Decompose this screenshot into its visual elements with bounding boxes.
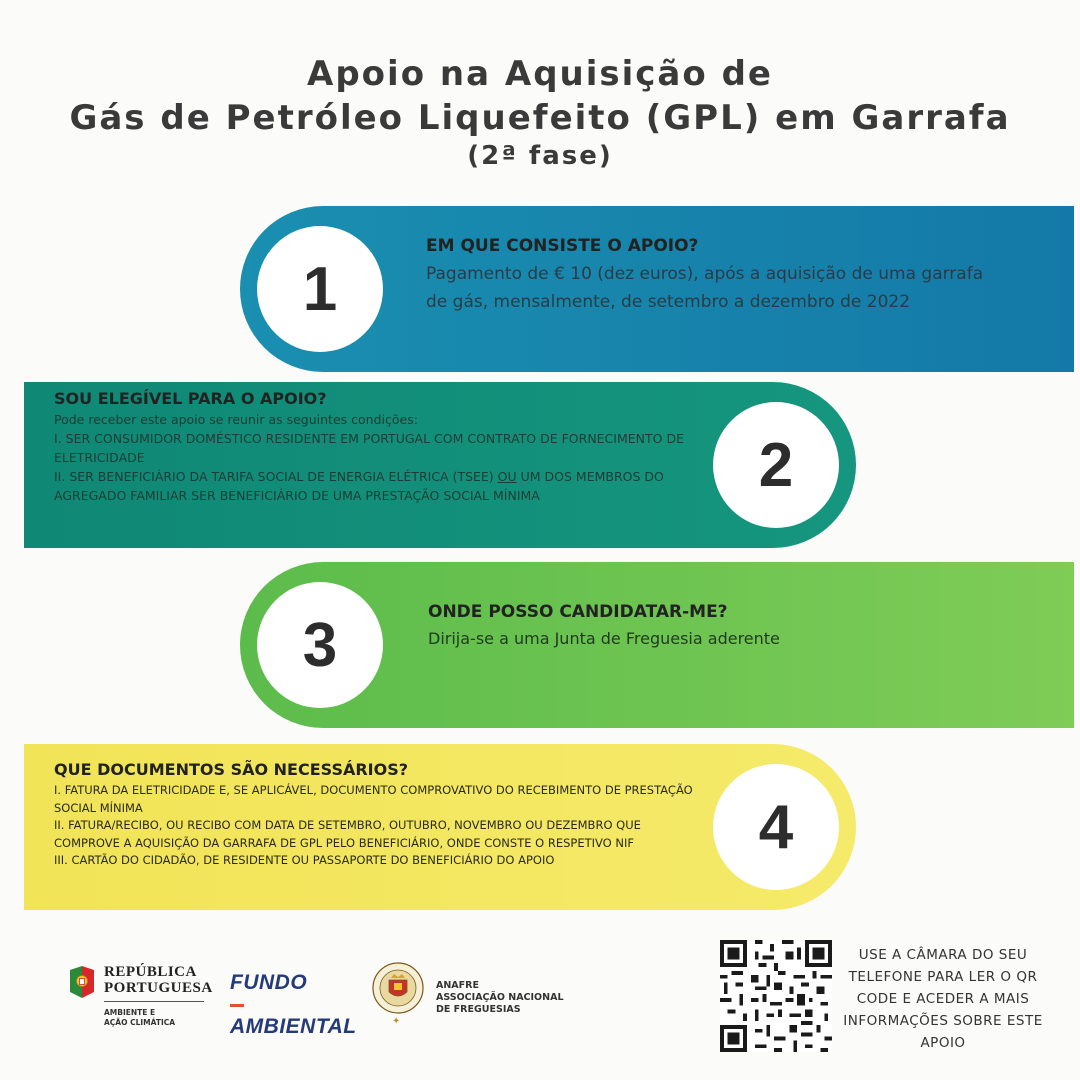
anafre-line-2: DE FREGUESIAS	[436, 1004, 521, 1015]
fundo-ambiental-logo	[230, 971, 370, 1038]
republica-portuguesa-logo	[68, 964, 218, 1034]
step-3-body: Dirija-se a uma Junta de Freguesia aderente	[428, 629, 780, 648]
step-1-number: 1	[257, 226, 383, 352]
anafre-star-icon: ✦	[392, 1016, 401, 1027]
step-2-item-2-b: UM DOS MEMBROS DO AGREGADO FAMILIAR SER BENEFICIÁRIO DE UMA PRESTAÇÃO SOCIAL MÍNIMA	[54, 469, 664, 503]
step-2-item-2-ou: OU	[497, 469, 517, 484]
anafre-logo	[372, 962, 572, 1032]
fundo-line-1: FUNDO	[230, 971, 308, 994]
step-4-band	[24, 744, 856, 910]
republica-sub	[104, 1008, 175, 1028]
step-1-body: Pagamento de € 10 (dez euros), após a aquisição de uma garrafa de gás, mensalmente, de setembro a dezembro de 2022	[426, 264, 984, 312]
anafre-line-1: ASSOCIAÇÃO NACIONAL	[436, 992, 564, 1003]
step-4-content	[54, 758, 710, 870]
title-line-2: Gás de Petróleo Liquefeito (GPL) em Garrafa	[69, 98, 1011, 138]
anafre-name	[436, 980, 564, 1016]
step-1-heading: EM QUE CONSISTE O APOIO?	[426, 236, 699, 256]
republica-line-1: REPÚBLICA	[104, 964, 197, 980]
step-4-heading: QUE DOCUMENTOS SÃO NECESSÁRIOS?	[54, 760, 409, 779]
step-3-number: 3	[257, 582, 383, 708]
republica-sub-1: AMBIENTE E	[104, 1008, 156, 1017]
anafre-acronym: ANAFRE	[436, 980, 479, 991]
step-3-band	[240, 562, 1074, 728]
step-2-number: 2	[713, 402, 839, 528]
step-2-item-2-a: II. SER BENEFICIÁRIO DA TARIFA SOCIAL DE ENERGIA ELÉTRICA (TSEE)	[54, 469, 498, 484]
portugal-flag-icon	[68, 966, 96, 998]
step-4-item-3: III. CARTÃO DO CIDADÃO, DE RESIDENTE OU PASSAPORTE DO BENEFICIÁRIO DO APOIO	[54, 853, 555, 867]
step-4-item-2: II. FATURA/RECIBO, OU RECIBO COM DATA DE SETEMBRO, OUTUBRO, NOVEMBRO OU DEZEMBRO QUE COMPROVE A AQUISIÇÃO DA GARRAFA DE GPL PELO BENEFICIÁRIO, ONDE CONSTE O RESPETIVO NIF	[54, 818, 641, 850]
step-3-heading: ONDE POSSO CANDIDATAR-ME?	[428, 602, 728, 622]
qr-code[interactable]	[720, 940, 832, 1052]
title-line-3: (2ª fase)	[467, 141, 613, 171]
step-4-item-1: I. FATURA DA ELETRICIDADE E, SE APLICÁVEL, DOCUMENTO COMPROVATIVO DO RECEBIMENTO DE PRESTAÇÃO SOCIAL MÍNIMA	[54, 783, 693, 815]
step-1-content	[426, 234, 984, 316]
step-4-number: 4	[713, 764, 839, 890]
step-2-heading: SOU ELEGÍVEL PARA O APOIO?	[54, 389, 327, 408]
page-title	[0, 52, 1080, 172]
qr-caption: USE A CÂMARA DO SEU TELEFONE PARA LER O QR CODE E ACEDER A MAIS INFORMAÇÕES SOBRE ESTE APOIO	[843, 947, 1043, 1051]
fundo-accent-bar	[230, 1004, 244, 1007]
fundo-line-2-text: AMBIENTAL	[230, 1015, 357, 1038]
republica-name	[104, 964, 213, 996]
fundo-line-2	[230, 994, 370, 1038]
step-2-intro: Pode receber este apoio se reunir as seguintes condições:	[54, 412, 418, 427]
step-1-band	[240, 206, 1074, 372]
republica-divider	[104, 1001, 204, 1002]
republica-sub-2: AÇÃO CLIMÁTICA	[104, 1018, 176, 1027]
anafre-seal-icon	[372, 962, 424, 1014]
republica-line-2: PORTUGUESA	[104, 980, 213, 996]
step-2-band	[24, 382, 856, 548]
step-2-content	[54, 388, 714, 505]
title-line-1: Apoio na Aquisição de	[307, 54, 773, 94]
step-2-item-1: I. SER CONSUMIDOR DOMÉSTICO RESIDENTE EM PORTUGAL COM CONTRATO DE FORNECIMENTO DE ELETRICIDADE	[54, 431, 684, 465]
step-3-content	[428, 600, 1014, 652]
step-2-item-2	[54, 467, 714, 505]
